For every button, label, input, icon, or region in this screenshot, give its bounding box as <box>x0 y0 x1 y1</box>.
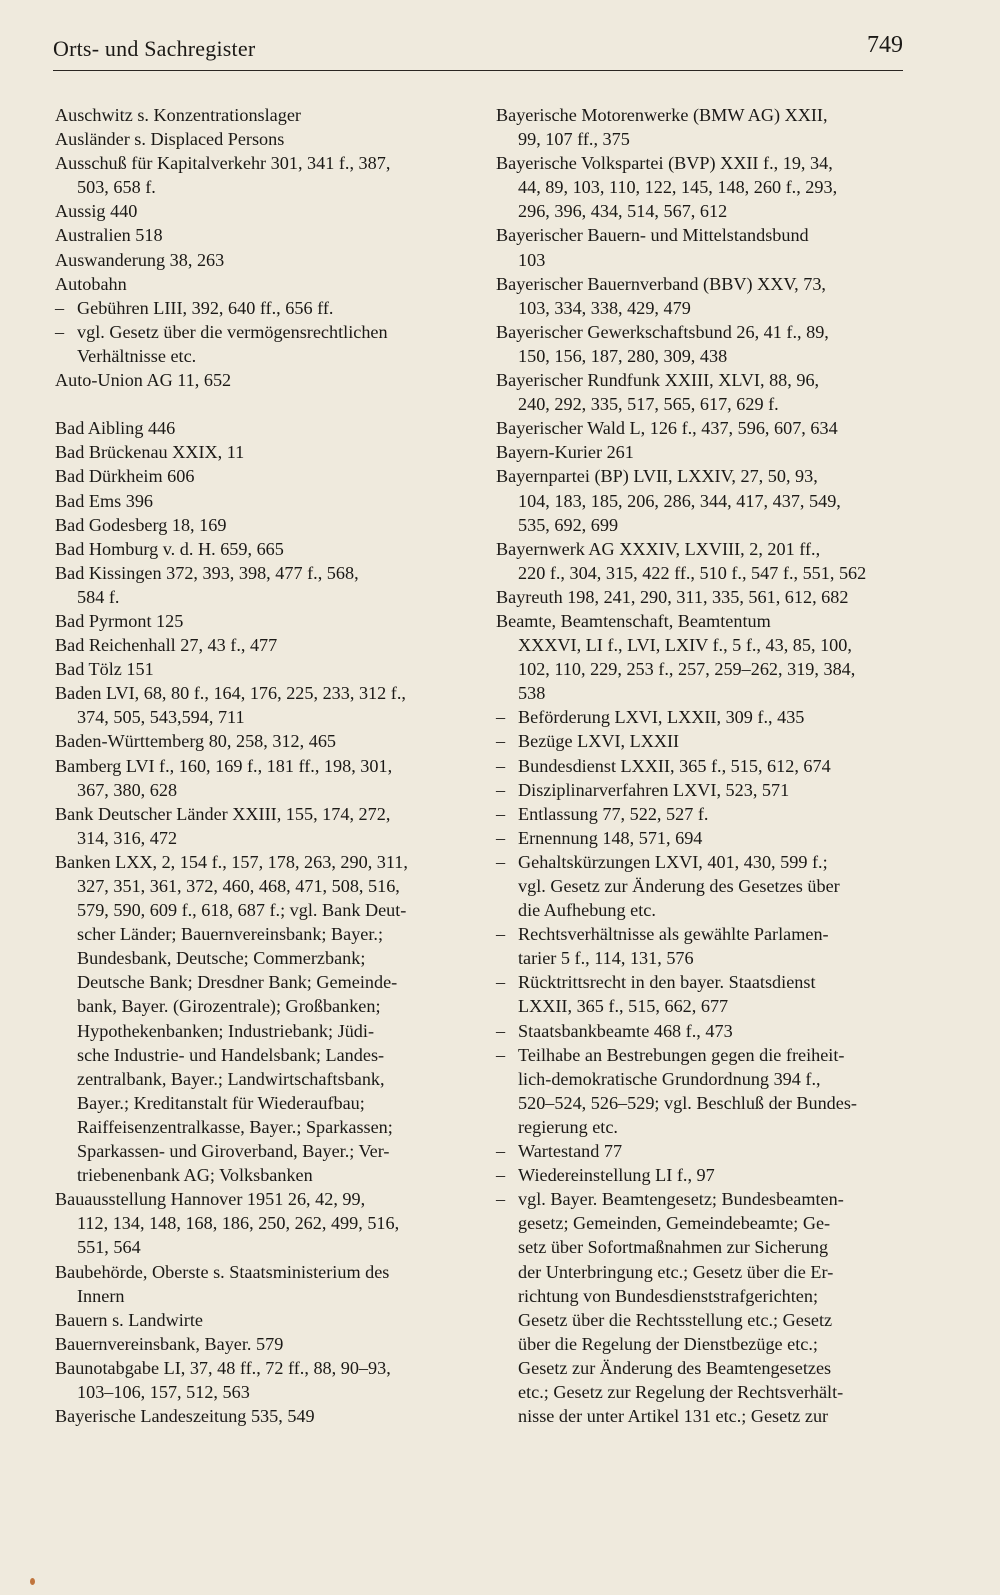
index-subentry <box>496 922 916 946</box>
index-continuation-line: Deutsche Bank; Dresdner Bank; Gemeinde- <box>77 972 398 993</box>
subentry-text: Teilhabe an Bestrebungen gegen die freiheit- <box>518 1044 845 1065</box>
index-entry: Bayerische Motorenwerke (BMW AG) XXII, <box>496 105 828 125</box>
subentry-dash: – <box>496 1020 506 1041</box>
index-entry: Auswanderung 38, 263 <box>55 249 225 270</box>
subentry-text: Disziplinarverfahren LXVI, 523, 571 <box>518 779 790 800</box>
index-entry: Australien 518 <box>55 225 163 246</box>
paper-blemish <box>30 1578 35 1585</box>
subentry-dash: – <box>496 731 506 752</box>
index-continuation-line: bank, Bayer. (Girozentrale); Großbanken; <box>77 996 381 1017</box>
index-continuation-line: setz über Sofortmaßnahmen zur Sicherung <box>518 1237 829 1258</box>
index-continuation-line: regierung etc. <box>518 1116 618 1137</box>
index-continuation-line: 112, 134, 148, 168, 186, 250, 262, 499, 516, <box>77 1213 400 1234</box>
subentry-text: Bezüge LXVI, LXXII <box>518 731 680 752</box>
index-subentry <box>496 1187 916 1211</box>
index-entry: Bayerischer Gewerkschaftsbund 26, 41 f., 89, <box>496 321 829 342</box>
index-entry: Ausschuß für Kapitalverkehr 301, 341 f., 387, <box>55 153 391 174</box>
index-entry: Bad Pyrmont 125 <box>55 610 184 631</box>
index-continuation-line: 220 f., 304, 315, 422 ff., 510 f., 547 f., 551, 562 <box>518 562 867 583</box>
subentry-text: Rücktrittsrecht in den bayer. Staatsdienst <box>518 972 816 993</box>
index-entry: Baunotabgabe LI, 37, 48 ff., 72 ff., 88, 90–93, <box>55 1357 391 1378</box>
page-number: 749 <box>867 32 903 58</box>
subentry-text: Gebühren LIII, 392, 640 ff., 656 ff. <box>77 297 334 318</box>
index-entry: Bad Kissingen 372, 393, 398, 477 f., 568, <box>55 562 359 583</box>
index-entry: Baden-Württemberg 80, 258, 312, 465 <box>55 731 337 752</box>
index-continuation-line: etc.; Gesetz zur Regelung der Rechtsverhält- <box>518 1381 844 1402</box>
subentry-text: Gehaltskürzungen LXVI, 401, 430, 599 f.; <box>518 851 828 872</box>
subentry-dash: – <box>496 1044 506 1065</box>
page-header <box>53 30 903 71</box>
subentry-dash: – <box>496 827 506 848</box>
index-continuation-line: 551, 564 <box>77 1237 141 1258</box>
subentry-dash: – <box>496 972 506 993</box>
index-entry: Bad Tölz 151 <box>55 659 154 680</box>
subentry-dash: – <box>496 924 506 945</box>
index-entry: Bauern s. Landwirte <box>55 1309 203 1330</box>
index-continuation-line: 520–524, 526–529; vgl. Beschluß der Bundes- <box>518 1092 857 1113</box>
index-entry: Beamte, Beamtenschaft, Beamtentum <box>496 610 771 631</box>
index-entry: Baden LVI, 68, 80 f., 164, 176, 225, 233, 312 f., <box>55 683 406 704</box>
index-entry: Autobahn <box>55 273 127 294</box>
index-continuation-line: 104, 183, 185, 206, 286, 344, 417, 437, 549, <box>518 490 841 511</box>
index-continuation-line: 503, 658 f. <box>77 177 156 198</box>
subentry-text: Wiedereinstellung LI f., 97 <box>518 1165 715 1186</box>
index-continuation-line: gesetz; Gemeinden, Gemeindebeamte; Ge- <box>518 1213 831 1234</box>
index-subentry <box>55 296 465 320</box>
index-entry: Bad Homburg v. d. H. 659, 665 <box>55 538 284 559</box>
subentry-text: Staatsbankbeamte 468 f., 473 <box>518 1020 733 1041</box>
index-continuation-line: 374, 505, 543,594, 711 <box>77 707 245 728</box>
index-column-left <box>55 103 465 1428</box>
index-subentry <box>496 970 916 994</box>
index-subentry <box>496 729 916 753</box>
index-continuation-line: 584 f. <box>77 586 120 607</box>
subentry-text: Entlassung 77, 522, 527 f. <box>518 803 709 824</box>
index-continuation-line: 102, 110, 229, 253 f., 257, 259–262, 319, 384, <box>518 659 856 680</box>
index-continuation-line: XXXVI, LI f., LVI, LXIV f., 5 f., 43, 85, 100, <box>518 635 852 656</box>
index-entry: Bad Aibling 446 <box>55 418 176 439</box>
index-spacer <box>55 392 465 416</box>
subentry-text: Rechtsverhältnisse als gewählte Parlamen- <box>518 924 829 945</box>
subentry-dash: – <box>496 803 506 824</box>
index-subentry <box>496 850 916 874</box>
index-continuation-line: vgl. Gesetz zur Änderung des Gesetzes über <box>518 876 840 896</box>
index-entry: Bayreuth 198, 241, 290, 311, 335, 561, 612, 682 <box>496 586 849 607</box>
index-subentry <box>496 1043 916 1067</box>
index-entry: Bayern-Kurier 261 <box>496 442 634 463</box>
index-entry: Bad Reichenhall 27, 43 f., 477 <box>55 635 278 656</box>
index-subentry <box>496 802 916 826</box>
index-continuation-line: 99, 107 ff., 375 <box>518 129 630 150</box>
index-entry: Bayerische Volkspartei (BVP) XXII f., 19, 34, <box>496 153 833 174</box>
subentry-text: vgl. Gesetz über die vermögensrechtlichen <box>77 321 388 342</box>
index-subentry <box>496 778 916 802</box>
index-entry: Auschwitz s. Konzentrationslager <box>55 105 301 125</box>
index-continuation-line: 327, 351, 361, 372, 460, 468, 471, 508, 516, <box>77 876 400 896</box>
index-continuation-line: 579, 590, 609 f., 618, 687 f.; vgl. Bank Deut- <box>77 900 407 921</box>
subentry-text: Wartestand 77 <box>518 1141 623 1162</box>
index-continuation-line: 44, 89, 103, 110, 122, 145, 148, 260 f., 293, <box>518 177 838 198</box>
index-continuation-line: Innern <box>77 1285 125 1306</box>
index-continuation-line: Raiffeisenzentralkasse, Bayer.; Sparkassen; <box>77 1116 393 1137</box>
index-entry: Auto-Union AG 11, 652 <box>55 370 232 391</box>
index-subentry <box>496 705 916 729</box>
index-subentry <box>496 754 916 778</box>
index-column-right <box>496 103 916 1428</box>
index-continuation-line: 296, 396, 434, 514, 567, 612 <box>518 201 728 222</box>
index-continuation-line: der Unterbringung etc.; Gesetz über die Er- <box>518 1261 834 1282</box>
subentry-dash: – <box>496 1189 506 1210</box>
index-continuation-line: 314, 316, 472 <box>77 827 178 848</box>
index-continuation-line: Verhältnisse etc. <box>77 345 197 366</box>
index-entry: Bayerischer Bauernverband (BBV) XXV, 73, <box>496 273 826 294</box>
index-continuation-line: 367, 380, 628 <box>77 779 178 800</box>
index-continuation-line: zentralbank, Bayer.; Landwirtschaftsbank, <box>77 1068 385 1089</box>
index-subentry <box>496 1163 916 1187</box>
index-subentry <box>55 320 465 344</box>
subentry-dash: – <box>496 707 506 728</box>
index-entry: Bayernwerk AG XXXIV, LXVIII, 2, 201 ff., <box>496 538 821 559</box>
index-continuation-line: scher Länder; Bauernvereinsbank; Bayer.; <box>77 924 384 945</box>
index-continuation-line: 103–106, 157, 512, 563 <box>77 1381 250 1402</box>
index-entry: Bayerischer Wald L, 126 f., 437, 596, 607, 634 <box>496 418 838 439</box>
index-entry: Bank Deutscher Länder XXIII, 155, 174, 272, <box>55 803 391 824</box>
subentry-text: Ernennung 148, 571, 694 <box>518 827 703 848</box>
index-continuation-line: triebenenbank AG; Volksbanken <box>77 1165 313 1186</box>
index-continuation-line: Gesetz zur Änderung des Beamtengesetzes <box>518 1357 832 1378</box>
index-continuation-line: Bundesbank, Deutsche; Commerzbank; <box>77 948 366 969</box>
index-entry: Bayerischer Rundfunk XXIII, XLVI, 88, 96, <box>496 370 820 391</box>
index-entry: Bamberg LVI f., 160, 169 f., 181 ff., 198, 301, <box>55 755 393 776</box>
index-continuation-line: die Aufhebung etc. <box>518 900 656 921</box>
index-entry: Bad Godesberg 18, 169 <box>55 514 227 535</box>
index-entry: Bad Ems 396 <box>55 490 154 511</box>
index-continuation-line: 538 <box>518 683 546 704</box>
index-subentry <box>496 1139 916 1163</box>
subentry-dash: – <box>496 779 506 800</box>
index-entry: Bad Dürkheim 606 <box>55 466 195 487</box>
index-continuation-line: nisse der unter Artikel 131 etc.; Gesetz zur <box>518 1406 829 1427</box>
index-entry: Bauernvereinsbank, Bayer. 579 <box>55 1333 284 1354</box>
index-entry: Bayerischer Bauern- und Mittelstandsbund <box>496 225 809 246</box>
subentry-text: vgl. Bayer. Beamtengesetz; Bundesbeamten- <box>518 1189 844 1210</box>
subentry-dash: – <box>496 755 506 776</box>
index-subentry <box>496 1019 916 1043</box>
index-entry: Ausländer s. Displaced Persons <box>55 129 285 150</box>
subentry-dash: – <box>496 1141 506 1162</box>
index-entry: Bayernpartei (BP) LVII, LXXIV, 27, 50, 93, <box>496 466 818 487</box>
subentry-dash: – <box>55 321 65 342</box>
index-entry: Bayerische Landeszeitung 535, 549 <box>55 1406 315 1427</box>
index-entry: Banken LXX, 2, 154 f., 157, 178, 263, 290, 311, <box>55 851 408 872</box>
index-continuation-line: sche Industrie- und Handelsbank; Landes- <box>77 1044 385 1065</box>
index-continuation-line: Sparkassen- und Giroverband, Bayer.; Ver- <box>77 1141 390 1162</box>
subentry-text: Beförderung LXVI, LXXII, 309 f., 435 <box>518 707 805 728</box>
index-continuation-line: lich-demokratische Grundordnung 394 f., <box>518 1068 821 1089</box>
index-continuation-line: 150, 156, 187, 280, 309, 438 <box>518 345 728 366</box>
index-continuation-line: Gesetz über die Rechtsstellung etc.; Gesetz <box>518 1309 833 1330</box>
index-subentry <box>496 826 916 850</box>
index-continuation-line: Bayer.; Kreditanstalt für Wiederaufbau; <box>77 1092 365 1113</box>
index-continuation-line: LXXII, 365 f., 515, 662, 677 <box>518 996 729 1017</box>
index-continuation-line: 535, 692, 699 <box>518 514 619 535</box>
index-entry: Baubehörde, Oberste s. Staatsministerium des <box>55 1261 390 1282</box>
index-entry: Bauausstellung Hannover 1951 26, 42, 99, <box>55 1189 366 1210</box>
subentry-text: Bundesdienst LXXII, 365 f., 515, 612, 674 <box>518 755 831 776</box>
running-title: Orts- und Sachregister <box>53 36 256 61</box>
index-continuation-line: tarier 5 f., 114, 131, 576 <box>518 948 694 969</box>
subentry-dash: – <box>55 297 65 318</box>
index-continuation-line: richtung von Bundesdienststrafgerichten; <box>518 1285 819 1306</box>
index-continuation-line: 103 <box>518 249 546 270</box>
subentry-dash: – <box>496 851 506 872</box>
index-continuation-line: Hypothekenbanken; Industriebank; Jüdi- <box>77 1020 374 1041</box>
index-continuation-line: 240, 292, 335, 517, 565, 617, 629 f. <box>518 394 779 415</box>
index-continuation-line: über die Regelung der Dienstbezüge etc.; <box>518 1333 818 1354</box>
index-entry: Aussig 440 <box>55 201 138 222</box>
subentry-dash: – <box>496 1165 506 1186</box>
index-entry: Bad Brückenau XXIX, 11 <box>55 442 245 463</box>
index-continuation-line: 103, 334, 338, 429, 479 <box>518 297 691 318</box>
